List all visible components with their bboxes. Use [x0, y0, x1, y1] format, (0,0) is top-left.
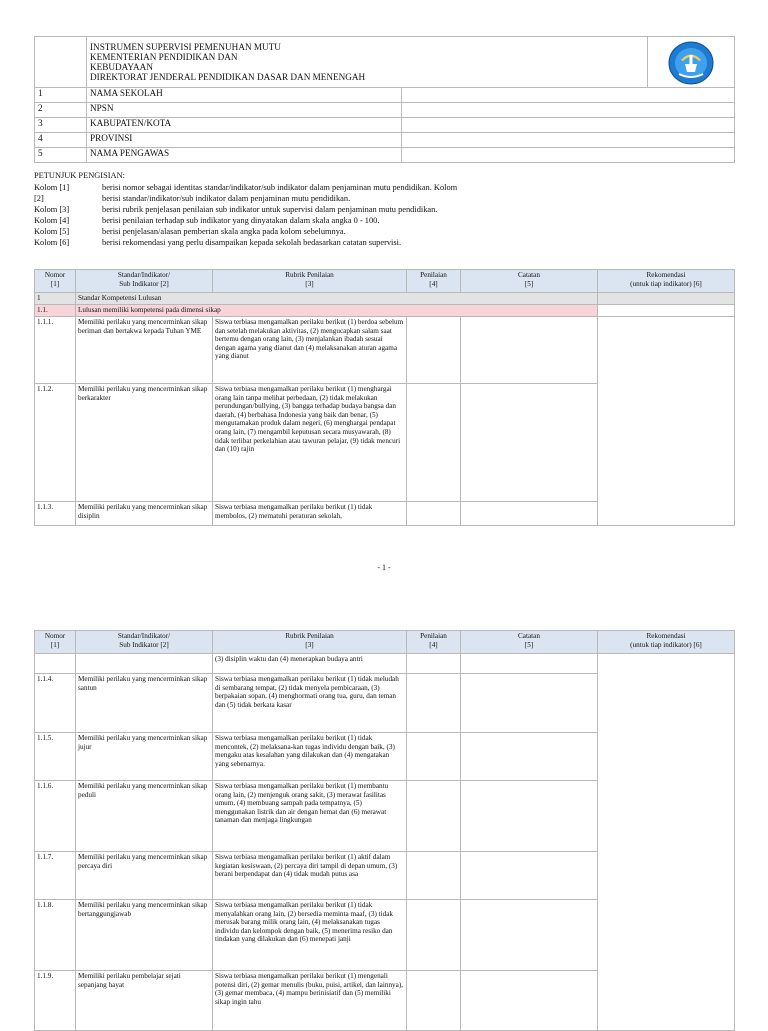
column-header: Catatan [5] [461, 631, 598, 654]
supervision-table-page-1 [34, 269, 735, 526]
sub-indicator-number: 1.1.6. [35, 781, 76, 852]
row-number: 4 [35, 133, 87, 148]
title-line: KEBUDAYAAN [90, 62, 153, 72]
row-number: 3 [35, 118, 87, 133]
table-header-row [35, 631, 735, 654]
field-label: NAMA PENGAWAS [87, 148, 402, 163]
notes-cell[interactable] [461, 852, 598, 900]
field-value[interactable] [402, 133, 735, 148]
table-row [35, 317, 735, 384]
row-number: 5 [35, 148, 87, 163]
score-cell[interactable] [407, 781, 461, 852]
identity-table [34, 36, 735, 163]
sub-indicator-number: 1.1.9. [35, 971, 76, 1031]
notes-cell[interactable] [461, 502, 598, 526]
rubric-text: Siswa terbiasa mengamalkan perilaku berikut (1) menghargai orang lain tanpa melihat perbedaan, (2) tidak melakukan perundungan/bullying, (3) bangga terhadap budaya bangsa dan daerah, (4) berbahasa Indonesia yang baik dan benar, (5) mengutamakan produk dalam negeri, (6) menghargai pendapat orang lain, (7) mengambil keputusan secara musyawarah, (8) tidak terlibat perkelahian atau tawuran pelajar, (9) tidak mencuri dan (10) rajin [213, 384, 407, 502]
column-header: Catatan [5] [461, 270, 598, 293]
notes-cell[interactable] [461, 733, 598, 781]
rubric-text: (3) disiplin waktu dan (4) menerapkan budaya antri [213, 654, 407, 674]
instruction-item [34, 237, 734, 248]
notes-cell[interactable] [461, 674, 598, 733]
instruction-text: berisi rekomendasi yang perlu disampaikan kepada sekolah bedasarkan catatan supervisi. [102, 238, 402, 247]
table-row [35, 654, 735, 674]
column-header: Standar/Indikator/ Sub Indikator [2] [76, 631, 213, 654]
standard-number: 1 [35, 293, 76, 305]
indicator-number: 1.1. [35, 305, 76, 317]
column-header: Rekomendasi (untuk tiap indikator) [6] [598, 631, 735, 654]
document-title [87, 37, 648, 88]
sub-indicator-number: 1.1.8. [35, 900, 76, 971]
page-number: - 1 - [377, 563, 391, 572]
notes-cell[interactable] [461, 781, 598, 852]
sub-indicator-number: 1.1.2. [35, 384, 76, 502]
field-label: KABUPATEN/KOTA [87, 118, 402, 133]
instruction-key: Kolom [4] [34, 216, 70, 225]
instruction-key: Kolom [1] [34, 183, 70, 192]
indicator-label: Lulusan memiliki kompetensi pada dimensi sikap [76, 305, 598, 317]
score-cell[interactable] [407, 317, 461, 384]
score-cell[interactable] [407, 674, 461, 733]
column-header: Rubrik Penilaian [3] [213, 270, 407, 293]
notes-cell[interactable] [461, 317, 598, 384]
column-header: Standar/Indikator/ Sub Indikator [2] [76, 270, 213, 293]
standard-label: Standar Kompetensi Lulusan [76, 293, 598, 305]
instruction-key: [2] [34, 194, 44, 203]
title-line: KEMENTERIAN PENDIDIKAN DAN [90, 52, 238, 62]
indicator-row [35, 305, 735, 317]
column-header: Penilaian [4] [407, 270, 461, 293]
instruction-key: Kolom [3] [34, 205, 70, 214]
score-cell[interactable] [407, 971, 461, 1031]
sub-indicator-label: Memiliki perilaku pembelajar sejati sepanjang hayat [76, 971, 213, 1031]
field-label: NPSN [87, 103, 402, 118]
score-cell[interactable] [407, 384, 461, 502]
instruction-item [34, 204, 734, 215]
sub-indicator-number: 1.1.3. [35, 502, 76, 526]
field-value[interactable] [402, 148, 735, 163]
sub-indicator-number: 1.1.4. [35, 674, 76, 733]
column-header: Rekomendasi (untuk tiap indikator) [6] [598, 270, 735, 293]
sub-indicator-label: Memiliki perilaku yang mencerminkan sikap berkarakter [76, 384, 213, 502]
supervision-table-page-2 [34, 630, 735, 1031]
score-cell[interactable] [407, 654, 461, 674]
instruction-key: Kolom [5] [34, 227, 70, 236]
tut-wuri-handayani-logo [668, 41, 714, 85]
instruction-item [34, 193, 734, 204]
field-value[interactable] [402, 118, 735, 133]
instruction-item [34, 226, 734, 237]
instruction-text: berisi standar/indikator/sub indikator dalam penjaminan mutu pendidikan. [102, 194, 351, 203]
notes-cell[interactable] [461, 384, 598, 502]
instruction-text: berisi penjelasan/alasan pemberian skala angka pada kolom sebelumnya. [102, 227, 346, 236]
field-label: PROVINSI [87, 133, 402, 148]
column-header: Nomor [1] [35, 631, 76, 654]
row-number: 2 [35, 103, 87, 118]
field-label: NAMA SEKOLAH [87, 88, 402, 103]
sub-indicator-label: Memiliki perilaku yang mencerminkan sikap jujur [76, 733, 213, 781]
table-header-row [35, 270, 735, 293]
instruction-text: berisi penilaian terhadap sub indikator yang dinyatakan dalam skala angka 0 - 100. [102, 216, 380, 225]
rubric-text: Siswa terbiasa mengamalkan perilaku berikut (1) tidak meludah di sembarang tempat, (2) tidak menyela pembicaraan, (3) berpakaian sopan, (4) menghormati orang tua, guru, dan teman dan (5) tidak berkata kasar [213, 674, 407, 733]
rubric-text: Siswa terbiasa mengamalkan perilaku berikut (1) mengenali potensi diri, (2) gemar menulis (buku, puisi, artikel, dan lainnya), (3) gemar membaca, (4) mampu berinisiatif dan (5) memiliki sikap ingin tahu [213, 971, 407, 1031]
sub-indicator-number: 1.1.7. [35, 852, 76, 900]
score-cell[interactable] [407, 733, 461, 781]
notes-cell[interactable] [461, 900, 598, 971]
sub-indicator-label: Memiliki perilaku yang mencerminkan sikap bertanggungjawab [76, 900, 213, 971]
sub-indicator-number: 1.1.5. [35, 733, 76, 781]
score-cell[interactable] [407, 502, 461, 526]
instructions-title: PETUNJUK PENGISIAN: [34, 171, 125, 180]
field-value[interactable] [402, 88, 735, 103]
recommendation-cell[interactable] [598, 317, 735, 526]
instruction-item [34, 215, 734, 226]
sub-indicator-label: Memiliki perilaku yang mencerminkan sikap santun [76, 674, 213, 733]
column-header: Rubrik Penilaian [3] [213, 631, 407, 654]
instruction-text: berisi nomor sebagai identitas standar/indikator/sub indikator dalam penjaminan mutu pendidikan. Kolom [102, 183, 458, 192]
field-value[interactable] [402, 103, 735, 118]
sub-indicator-label: Memiliki perilaku yang mencerminkan sikap peduli [76, 781, 213, 852]
score-cell[interactable] [407, 900, 461, 971]
column-header: Penilaian [4] [407, 631, 461, 654]
instruction-key: Kolom [6] [34, 238, 70, 247]
recommendation-cell[interactable] [598, 654, 735, 1031]
rubric-text: Siswa terbiasa mengamalkan perilaku berikut (1) tidak menyalahkan orang lain, (2) bersedia meminta maaf, (3) tidak merusak barang milik orang lain, (4) melaksanakan tugas individu dan kelompok dengan baik, (5) menerima resiko dan tindakan yang dilakukan dan (6) menepati janji [213, 900, 407, 971]
instructions [34, 170, 734, 248]
title-line: INSTRUMEN SUPERVISI PEMENUHAN MUTU [90, 42, 281, 52]
notes-cell[interactable] [461, 971, 598, 1031]
rubric-text: Siswa terbiasa mengamalkan perilaku berikut (1) tidak membolos, (2) mematuhi peraturan sekolah, [213, 502, 407, 526]
score-cell[interactable] [407, 852, 461, 900]
sub-indicator-label: Memiliki perilaku yang mencerminkan sikap beriman dan bertakwa kepada Tuhan YME [76, 317, 213, 384]
title-line: DIREKTORAT JENDERAL PENDIDIKAN DASAR DAN MENENGAH [90, 72, 366, 82]
rubric-text: Siswa terbiasa mengamalkan perilaku berikut (1) berdoa sebelum dan setelah melakukan aktivitas, (2) mengucapkan salam saat bertemu dengan orang lain, (3) menjalankan ibadah sesuai dengan agama yang dianut dan (4) melaksanakan aturan agama yang dianut [213, 317, 407, 384]
standard-row [35, 293, 735, 305]
rubric-text: Siswa terbiasa mengamalkan perilaku berikut (1) membantu orang lain, (2) menjenguk orang sakit, (3) merawat fasilitas umum, (4) membuang sampah pada tempatnya, (5) menggunakan listrik dan air dengan hemat dan (6) merawat tanaman dan menjaga lingkungan [213, 781, 407, 852]
rubric-text: Siswa terbiasa mengamalkan perilaku berikut (1) aktif dalam kegiatan kesiswaan, (2) percaya diri tampil di depan umum, (3) berani berpendapat dan (4) tidak mudah putus asa [213, 852, 407, 900]
notes-cell[interactable] [461, 654, 598, 674]
row-number: 1 [35, 88, 87, 103]
sub-indicator-label: Memiliki perilaku yang mencerminkan sikap disiplin [76, 502, 213, 526]
instruction-item [34, 182, 734, 193]
column-header: Nomor [1] [35, 270, 76, 293]
rubric-text: Siswa terbiasa mengamalkan perilaku berikut (1) tidak mencontek, (2) melaksana-kan tugas individu dengan baik, (3) mengaku atas kesalahan yang dilakukan dan (4) mengatakan yang sebenarnya. [213, 733, 407, 781]
instruction-text: berisi rubrik penjelasan penilaian sub indikator untuk supervisi dalam penjaminan mutu pendidikan. [102, 205, 438, 214]
sub-indicator-number: 1.1.1. [35, 317, 76, 384]
sub-indicator-label: Memiliki perilaku yang mencerminkan sikap percaya diri [76, 852, 213, 900]
